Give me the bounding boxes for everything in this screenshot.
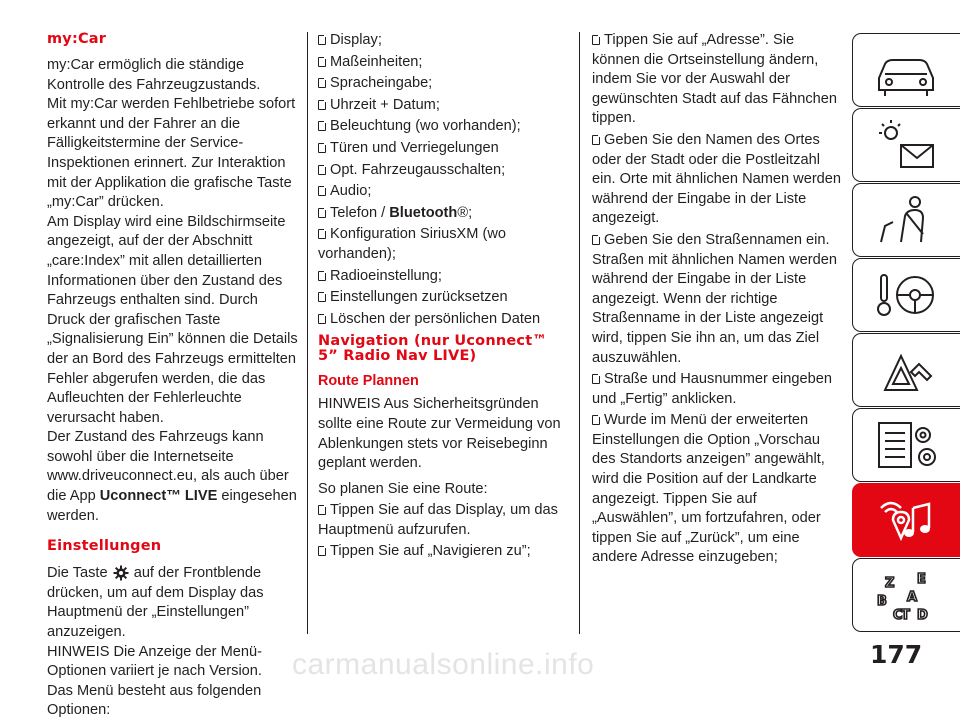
index-letter: D [917, 608, 928, 623]
tab-warning-lights[interactable] [852, 108, 960, 182]
car-icon [871, 42, 943, 100]
steering-wheel-icon [871, 267, 943, 325]
settings-menu-list-2 [318, 225, 566, 329]
tab-emergency[interactable] [852, 333, 960, 407]
paragraph: HINWEIS Die Anzeige der Menü-Optionen variiert je nach Version. [47, 643, 262, 680]
bullet-icon [592, 135, 600, 145]
settings-gear-icon [113, 565, 129, 581]
list-item: Audio; [318, 182, 566, 202]
list-item: Opt. Fahrzeugausschalten; [318, 161, 566, 181]
index-letters-icon [871, 567, 943, 625]
bullet-icon [318, 100, 326, 110]
bullet-icon [318, 186, 326, 196]
bullet-icon [592, 35, 600, 45]
breakdown-icon [871, 342, 943, 400]
bullet-icon [318, 229, 326, 239]
list-item: Wurde im Menü der erweiterten Einstellungen die Option „Vorschau des Standorts anzeigen” angewählt, wird die Position auf der Landkarte angezeigt. Tippen Sie auf „Auswählen”, um fortzufahren, oder tippen Sie auf „Zurück”, um eine andere Adresse einzugeben; [592, 412, 825, 566]
paragraph: Am Display wird eine Bildschirmseite angezeigt, auf der der Abschnitt „care:Index” mit allen detaillierten Informationen über den Zustand des Fahrzeugs enthalten sind. Durch Druck der grafischen Taste „Signalisierung Ein” können die Details der an Bord des Fahrzeugs ermittelten Fehler abgerufen werden, die das Aufleuchten der Fehlerleuchte verursacht haben. [47, 213, 298, 426]
list-item: Konfiguration SiriusXM (wo vorhanden); [318, 226, 507, 262]
list-item: Tippen Sie auf „Adresse”. Sie können die Ortseinstellung ändern, indem Sie vor der Auswahl der gewünschten Stadt auf das Fähnchen tippen. [592, 32, 838, 127]
tab-multimedia[interactable] [852, 483, 960, 557]
index-letter: Z [885, 576, 895, 591]
list-item: Radioeinstellung; [318, 267, 566, 287]
list-item: Türen und Verriegelungen [318, 139, 566, 159]
page-number: 177 [870, 640, 923, 669]
paragraph: Mit my:Car werden Fehlbetriebe sofort erkannt und der Fahrer an die Fälligkeitstermine der Service-Inspektionen erinnert. Zur Interaktion mit der Applikation die grafische Taste „my:Car” drücken. [47, 96, 296, 211]
bullet-icon [318, 546, 326, 556]
warning-lights-icon [871, 117, 943, 175]
tab-car[interactable] [852, 33, 960, 107]
bullet-icon [592, 235, 600, 245]
bullet-icon [318, 143, 326, 153]
bullet-icon [318, 505, 326, 515]
paragraph: HINWEIS Aus Sicherheitsgründen sollte eine Route zur Vermeidung von Ablenkungen stets vor Reisebeginn geplant werden. [318, 396, 561, 472]
index-letter: C [893, 608, 903, 623]
list-item: Tippen Sie auf das Display, um das Hauptmenü aufzurufen. [318, 502, 558, 538]
maintenance-icon [871, 417, 943, 475]
bullet-icon [318, 35, 326, 45]
column-3 [592, 31, 842, 570]
list-item: Löschen der persönlichen Daten [318, 310, 566, 330]
bullet-icon [318, 57, 326, 67]
list-item: Display; [318, 31, 566, 51]
route-steps-list-continued [592, 31, 842, 568]
bullet-icon [318, 78, 326, 88]
tab-starting-driving[interactable] [852, 258, 960, 332]
settings-menu-list [318, 31, 566, 202]
list-item: Einstellungen zurücksetzen [318, 288, 566, 308]
bullet-icon [318, 292, 326, 302]
index-letter: B [877, 594, 887, 609]
tab-safety[interactable] [852, 183, 960, 257]
multimedia-icon [871, 492, 943, 550]
watermark: carmanualsonline.info [292, 648, 595, 681]
subsection-title-route: Route Plannen [318, 373, 419, 390]
tab-index[interactable] [852, 558, 960, 632]
section-title-navigation: Navigation (nur Uconnect™ 5” Radio Nav LIVE) [318, 333, 548, 365]
column-2 [318, 31, 566, 564]
index-letter: E [917, 572, 926, 587]
uconnect-live-app: Uconnect™ LIVE [99, 488, 218, 505]
bullet-icon [318, 208, 326, 218]
paragraph: my:Car ermöglich die ständige Kontrolle des Fahrzeugzustands. [47, 57, 261, 93]
bullet-icon [592, 374, 600, 384]
list-item: Uhrzeit + Datum; [318, 96, 566, 116]
section-title-mycar: my:Car [47, 31, 107, 47]
seatbelt-icon [871, 192, 943, 250]
bullet-icon [318, 165, 326, 175]
paragraph: So planen Sie eine Route: [318, 480, 488, 497]
route-steps-list [318, 501, 566, 562]
column-divider [579, 32, 580, 634]
section-title-einstellungen: Einstellungen [47, 538, 162, 555]
index-letter: T [901, 608, 910, 623]
paragraph: Der Zustand des Fahrzeugs kann sowohl über die Internetseite www.driveuconnect.eu, als auch über die App Uconnect™ LIVE eingesehen werden. [47, 429, 297, 524]
list-item: Telefon / Bluetooth®; [318, 204, 566, 224]
bullet-icon [318, 121, 326, 131]
list-item: Tippen Sie auf „Navigieren zu”; [318, 542, 566, 562]
paragraph: Das Menü besteht aus folgenden Optionen: [47, 682, 262, 719]
paragraph: Die Taste auf der Frontblende drücken, um auf dem Display das Hauptmenü der „Einstellungen” anzuzeigen. [47, 565, 264, 641]
list-item: Beleuchtung (wo vorhanden); [318, 117, 566, 137]
list-item: Straße und Hausnummer eingeben und „Fertig” anklicken. [592, 371, 832, 407]
bullet-icon [592, 415, 600, 425]
column-1 [47, 30, 299, 721]
bullet-icon [318, 314, 326, 324]
tab-maintenance[interactable] [852, 408, 960, 482]
index-letter: A [907, 590, 918, 605]
bullet-icon [318, 271, 326, 281]
list-item: Spracheingabe; [318, 74, 566, 94]
list-item: Maßeinheiten; [318, 53, 566, 73]
column-divider [307, 32, 308, 634]
list-item: Geben Sie den Namen des Ortes oder der Stadt oder die Postleitzahl ein. Orte mit ähnlichen Namen werden während der Eingabe in der Liste angezeigt. [592, 131, 842, 227]
list-item: Geben Sie den Straßennamen ein. Straßen mit ähnlichen Namen werden während der Eingabe in der Liste angezeigt. Wenn der richtige Straßenname in der Liste angezeigt wird, tippen Sie ihn an, um das Ziel auszuwählen. [592, 231, 837, 366]
